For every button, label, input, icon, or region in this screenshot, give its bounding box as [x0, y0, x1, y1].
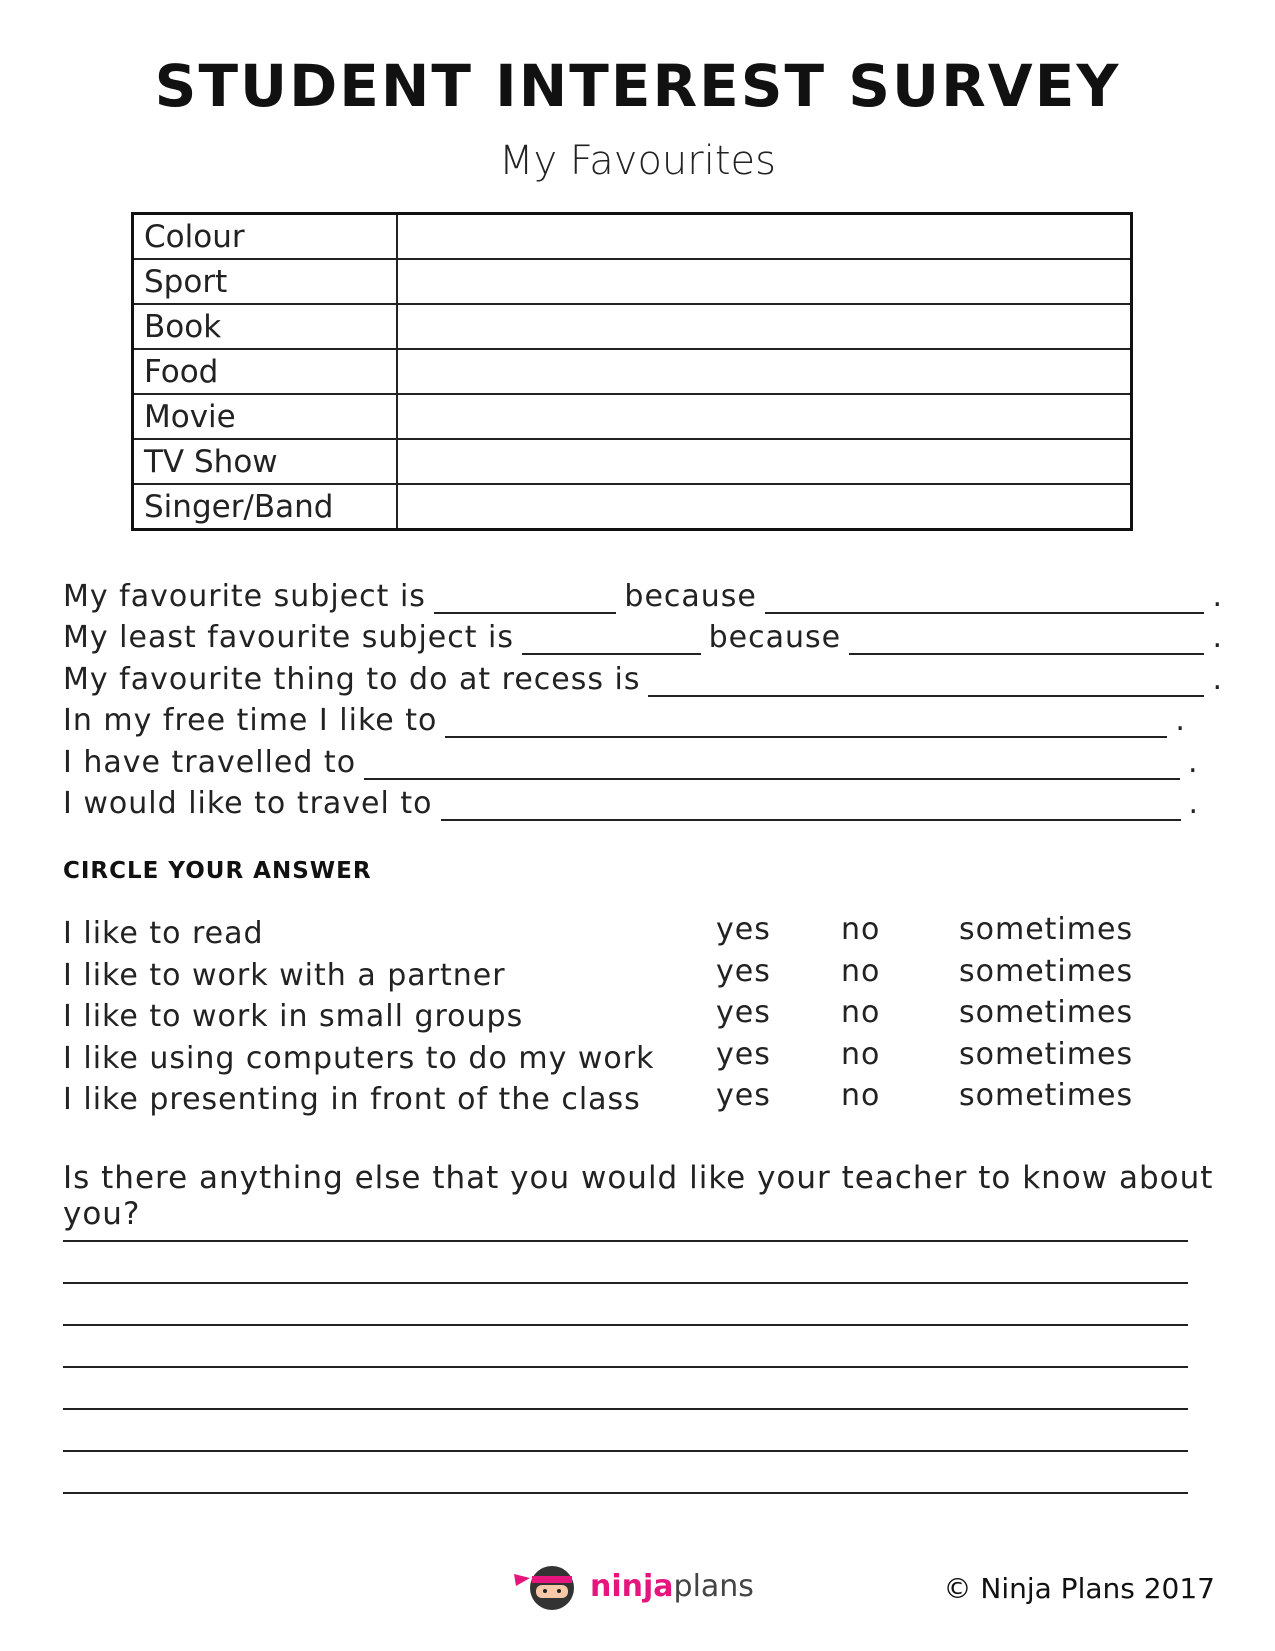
prompt-text: I have travelled to: [63, 744, 357, 780]
statement: I like using computers to do my work: [63, 1040, 655, 1076]
table-row: [133, 439, 1132, 484]
answer-blank[interactable]: [648, 665, 1204, 697]
period: .: [1212, 578, 1223, 614]
prompt-text: because: [624, 578, 757, 614]
favourite-subject-line: [63, 572, 1223, 614]
favourite-label: Singer/Band: [133, 484, 398, 530]
favourite-label: Food: [133, 349, 398, 394]
option-no[interactable]: no: [841, 912, 881, 947]
answer-blank[interactable]: [765, 582, 1205, 614]
period: .: [1212, 661, 1223, 697]
option-sometimes[interactable]: sometimes: [959, 953, 1134, 989]
period: .: [1188, 744, 1199, 780]
free-response-area[interactable]: [63, 1200, 1188, 1494]
writing-line[interactable]: [63, 1368, 1188, 1410]
option-no[interactable]: no: [841, 1036, 881, 1072]
list-item: [63, 953, 1203, 1000]
table-row: [133, 214, 1132, 260]
favourite-answer-cell[interactable]: [397, 259, 1132, 304]
period: .: [1212, 620, 1223, 655]
list-item: [63, 995, 1203, 1041]
period: .: [1188, 786, 1200, 821]
answer-blank[interactable]: [364, 748, 1180, 780]
writing-line[interactable]: [63, 1200, 1188, 1242]
option-yes[interactable]: yes: [716, 1036, 771, 1072]
recess-line: [63, 655, 1223, 697]
option-sometimes[interactable]: sometimes: [959, 995, 1134, 1030]
favourites-table: [131, 212, 1133, 531]
option-yes[interactable]: yes: [716, 912, 771, 947]
option-sometimes[interactable]: sometimes: [959, 912, 1134, 947]
prompt-text: I would like to travel to: [63, 786, 433, 821]
ninja-mascot-icon: [512, 1560, 582, 1612]
logo-ninja-text: ninja: [590, 1568, 674, 1604]
favourite-label: TV Show: [133, 439, 398, 484]
list-item: [63, 912, 1203, 958]
list-item: [63, 1036, 1203, 1083]
writing-line[interactable]: [63, 1452, 1188, 1494]
option-yes[interactable]: yes: [716, 953, 771, 989]
table-row: [133, 484, 1132, 530]
logo-wordmark: [590, 1569, 754, 1604]
favourite-answer-cell[interactable]: [397, 214, 1132, 260]
favourite-answer-cell[interactable]: [397, 394, 1132, 439]
free-time-line: [63, 697, 1223, 739]
circle-answer-heading: CIRCLE YOUR ANSWER: [63, 858, 372, 884]
prompt-text: because: [708, 620, 842, 655]
writing-line[interactable]: [63, 1242, 1188, 1284]
prompt-text: My favourite thing to do at recess is: [63, 661, 641, 697]
favourite-label: Book: [133, 304, 398, 349]
favourite-label: Colour: [133, 214, 398, 260]
page-title: STUDENT INTEREST SURVEY: [154, 52, 1121, 120]
favourite-label: Sport: [133, 259, 398, 304]
option-yes[interactable]: yes: [716, 1078, 771, 1113]
table-row: [133, 259, 1132, 304]
answer-blank[interactable]: [849, 623, 1204, 655]
answer-blank[interactable]: [445, 706, 1167, 738]
copyright-notice: © Ninja Plans 2017: [943, 1572, 1215, 1605]
table-row: [133, 304, 1132, 349]
option-sometimes[interactable]: sometimes: [959, 1036, 1134, 1072]
circle-answer-list: [63, 912, 1203, 1124]
answer-blank[interactable]: [441, 789, 1181, 821]
prompt-text: My favourite subject is: [63, 578, 426, 614]
period: .: [1175, 703, 1186, 738]
writing-line[interactable]: [63, 1410, 1188, 1452]
table-row: [133, 394, 1132, 439]
statement: I like presenting in front of the class: [63, 1082, 641, 1117]
logo-plans-text: plans: [673, 1568, 754, 1604]
writing-line[interactable]: [63, 1326, 1188, 1368]
option-sometimes[interactable]: sometimes: [959, 1078, 1134, 1113]
statement: I like to read: [63, 916, 264, 951]
option-no[interactable]: no: [841, 1078, 881, 1113]
answer-blank[interactable]: [434, 582, 617, 614]
option-no[interactable]: no: [841, 953, 881, 989]
favourite-answer-cell[interactable]: [397, 349, 1132, 394]
favourite-answer-cell[interactable]: [397, 304, 1132, 349]
writing-line[interactable]: [63, 1284, 1188, 1326]
sentence-prompts: [63, 572, 1223, 821]
favourite-answer-cell[interactable]: [397, 439, 1132, 484]
section-subtitle: My Favourites: [499, 138, 776, 184]
option-no[interactable]: no: [841, 995, 881, 1030]
option-yes[interactable]: yes: [716, 995, 771, 1030]
favourite-label: Movie: [133, 394, 398, 439]
list-item: [63, 1078, 1203, 1124]
table-row: [133, 349, 1132, 394]
travel-wish-line: [63, 780, 1223, 822]
statement: I like to work with a partner: [63, 957, 506, 993]
statement: I like to work in small groups: [63, 999, 524, 1034]
favourite-answer-cell[interactable]: [397, 484, 1132, 530]
prompt-text: In my free time I like to: [63, 703, 438, 738]
ninja-plans-logo: [512, 1560, 754, 1612]
answer-blank[interactable]: [522, 623, 701, 655]
travelled-line: [63, 738, 1223, 780]
least-favourite-subject-line: [63, 614, 1223, 656]
closing-question: Is there anything else that you would like your teacher to know about you?: [63, 1160, 1214, 1232]
prompt-text: My least favourite subject is: [63, 620, 515, 655]
